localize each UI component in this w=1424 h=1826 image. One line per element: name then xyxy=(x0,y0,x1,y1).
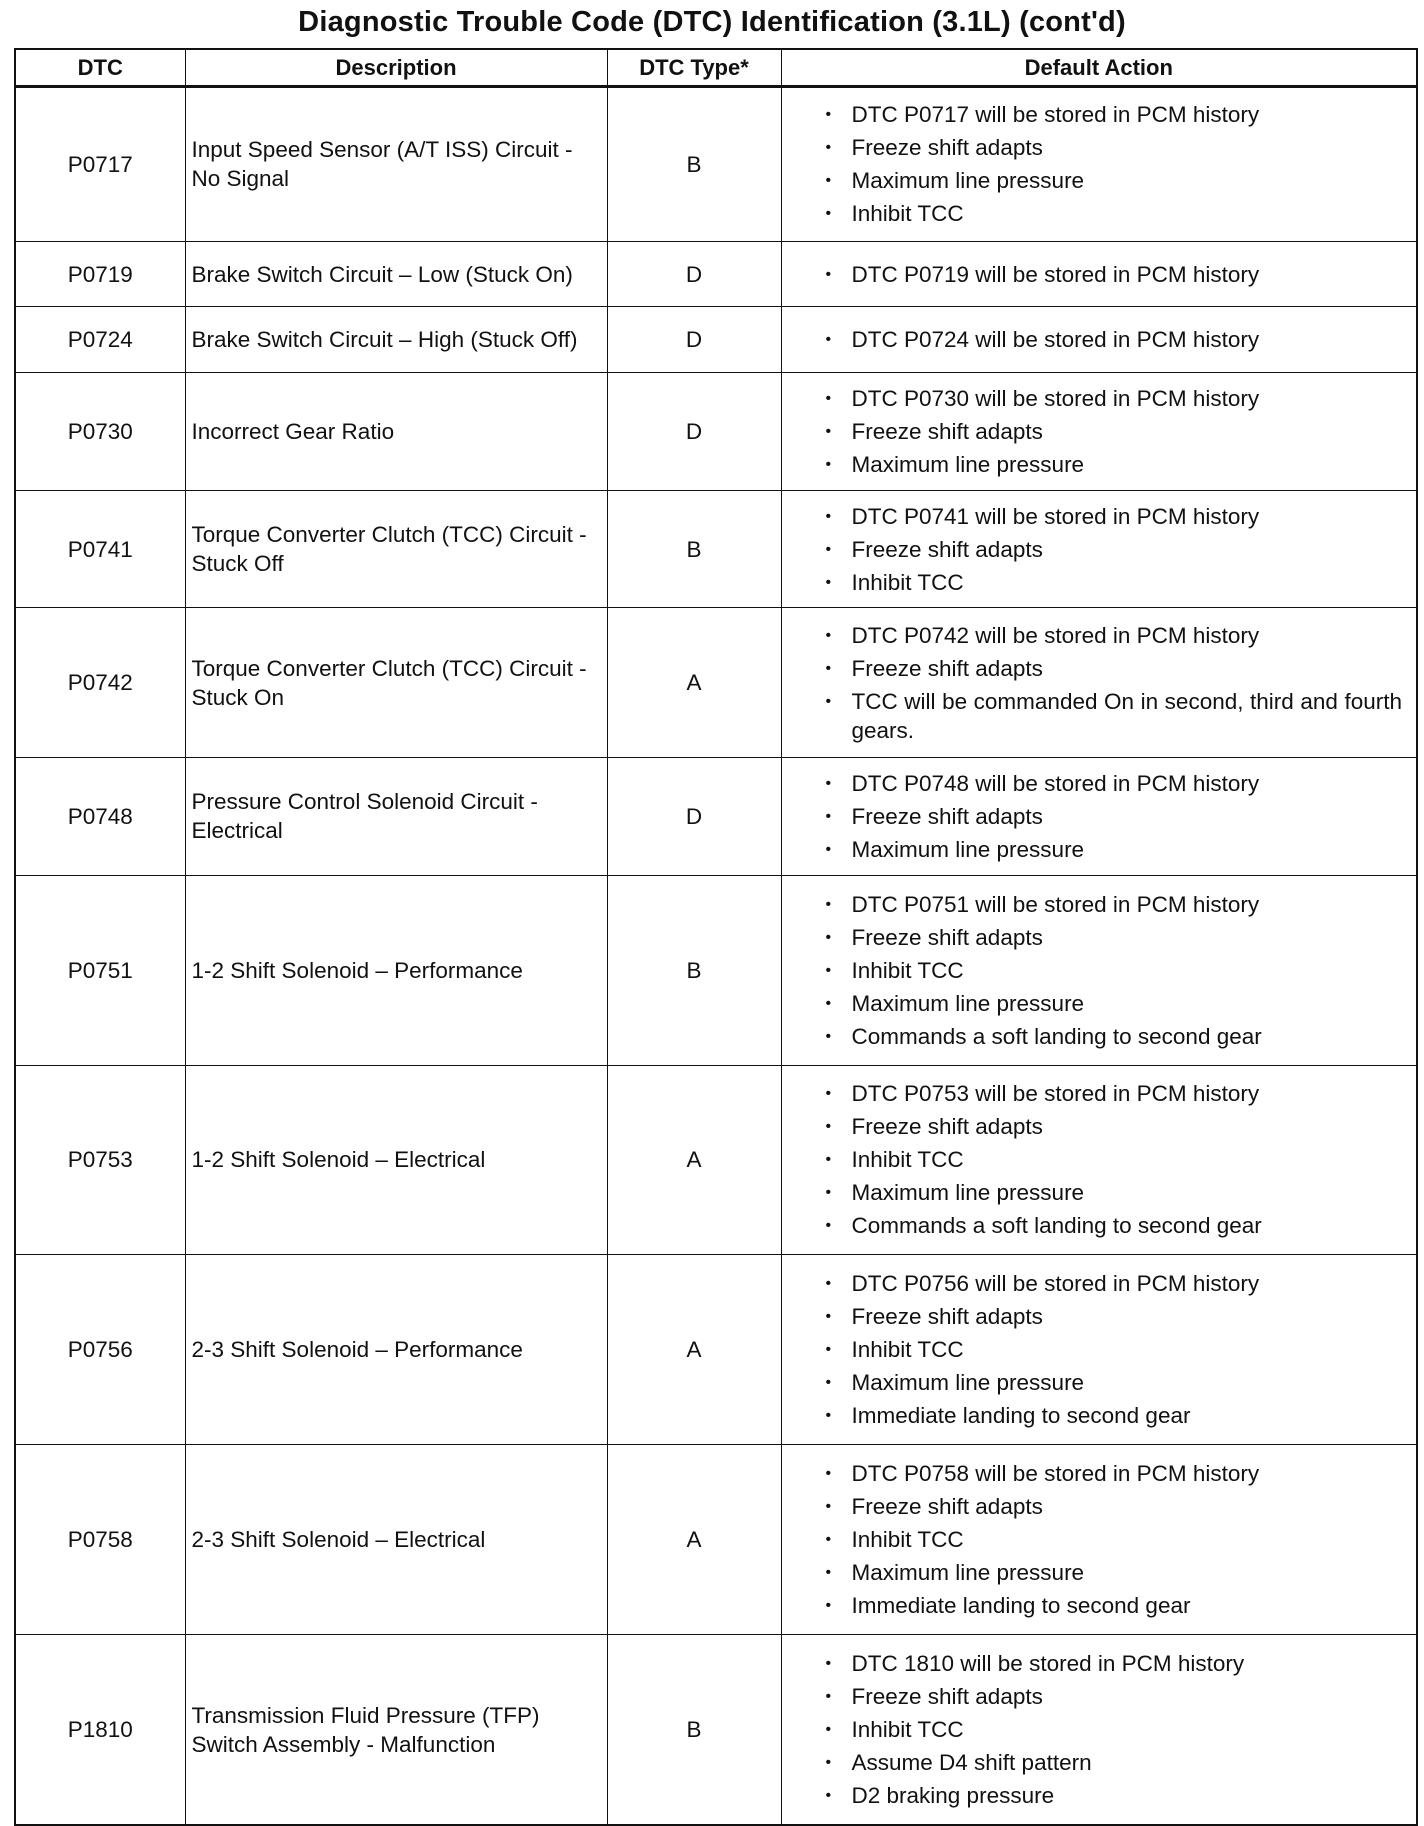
default-action-list xyxy=(782,1269,1403,1430)
dtc-description: Input Speed Sensor (A/T ISS) Circuit - No Signal xyxy=(185,87,607,242)
default-action-cell xyxy=(781,757,1417,875)
default-action-item: • DTC P0753 will be stored in PCM history xyxy=(782,1079,1403,1108)
header-row xyxy=(15,49,1417,87)
default-action-item: • DTC P0724 will be stored in PCM history xyxy=(782,325,1403,354)
dtc-code: P0748 xyxy=(15,757,185,875)
table-row xyxy=(15,241,1417,306)
table-row xyxy=(15,1065,1417,1255)
default-action-item: • Inhibit TCC xyxy=(782,1525,1403,1554)
default-action-item: • Maximum line pressure xyxy=(782,989,1403,1018)
default-action-cell xyxy=(781,490,1417,608)
dtc-code: P0751 xyxy=(15,875,185,1065)
dtc-type: A xyxy=(607,1255,781,1445)
default-action-list xyxy=(782,1079,1403,1240)
default-action-item: • Freeze shift adapts xyxy=(782,802,1403,831)
dtc-description: Brake Switch Circuit – High (Stuck Off) xyxy=(185,307,607,372)
default-action-item: • Freeze shift adapts xyxy=(782,535,1403,564)
default-action-cell xyxy=(781,241,1417,306)
default-action-item: • DTC P0748 will be stored in PCM history xyxy=(782,769,1403,798)
dtc-type: B xyxy=(607,87,781,242)
default-action-item: • Maximum line pressure xyxy=(782,450,1403,479)
dtc-code: P0756 xyxy=(15,1255,185,1445)
dtc-type: B xyxy=(607,1635,781,1825)
default-action-item: • Freeze shift adapts xyxy=(782,1682,1403,1711)
dtc-description: Transmission Fluid Pressure (TFP) Switch Assembly - Malfunction xyxy=(185,1635,607,1825)
column-header-description: Description xyxy=(185,49,607,87)
default-action-list xyxy=(782,260,1403,289)
default-action-item: • DTC P0719 will be stored in PCM history xyxy=(782,260,1403,289)
default-action-item: • Maximum line pressure xyxy=(782,1558,1403,1587)
dtc-code: P0719 xyxy=(15,241,185,306)
default-action-item: • Assume D4 shift pattern xyxy=(782,1748,1403,1777)
column-header-default-action: Default Action xyxy=(781,49,1417,87)
default-action-item: • Maximum line pressure xyxy=(782,835,1403,864)
dtc-code: P0724 xyxy=(15,307,185,372)
default-action-cell xyxy=(781,1635,1417,1825)
dtc-code: P0753 xyxy=(15,1065,185,1255)
table-row xyxy=(15,307,1417,372)
default-action-item: • Freeze shift adapts xyxy=(782,1302,1403,1331)
default-action-item: • DTC P0742 will be stored in PCM history xyxy=(782,621,1403,650)
default-action-cell xyxy=(781,608,1417,757)
dtc-description: Brake Switch Circuit – Low (Stuck On) xyxy=(185,241,607,306)
default-action-list xyxy=(782,502,1403,597)
dtc-code: P0741 xyxy=(15,490,185,608)
default-action-cell xyxy=(781,372,1417,490)
default-action-item: • Inhibit TCC xyxy=(782,1335,1403,1364)
default-action-item: • DTC P0741 will be stored in PCM history xyxy=(782,502,1403,531)
default-action-item: • Inhibit TCC xyxy=(782,1715,1403,1744)
table-row xyxy=(15,87,1417,242)
default-action-item: • Freeze shift adapts xyxy=(782,1112,1403,1141)
dtc-code: P0717 xyxy=(15,87,185,242)
table-row xyxy=(15,1635,1417,1825)
default-action-item: • TCC will be commanded On in second, third and fourth gears. xyxy=(782,687,1403,745)
table-row xyxy=(15,875,1417,1065)
table-header xyxy=(15,49,1417,87)
dtc-type: D xyxy=(607,372,781,490)
default-action-list xyxy=(782,325,1403,354)
table-row xyxy=(15,1445,1417,1635)
default-action-item: • D2 braking pressure xyxy=(782,1781,1403,1810)
dtc-type: D xyxy=(607,307,781,372)
default-action-item: • Freeze shift adapts xyxy=(782,133,1403,162)
default-action-item: • Inhibit TCC xyxy=(782,568,1403,597)
dtc-description: 2-3 Shift Solenoid – Electrical xyxy=(185,1445,607,1635)
default-action-item: • Maximum line pressure xyxy=(782,166,1403,195)
column-header-dtc-type: DTC Type* xyxy=(607,49,781,87)
default-action-item: • Freeze shift adapts xyxy=(782,417,1403,446)
default-action-cell xyxy=(781,875,1417,1065)
default-action-list xyxy=(782,100,1403,228)
table-body xyxy=(15,87,1417,1826)
default-action-cell xyxy=(781,307,1417,372)
dtc-code: P0742 xyxy=(15,608,185,757)
default-action-list xyxy=(782,890,1403,1051)
dtc-description: Torque Converter Clutch (TCC) Circuit - Stuck Off xyxy=(185,490,607,608)
default-action-item: • DTC 1810 will be stored in PCM history xyxy=(782,1649,1403,1678)
dtc-type: D xyxy=(607,241,781,306)
dtc-type: B xyxy=(607,875,781,1065)
dtc-type: B xyxy=(607,490,781,608)
dtc-type: A xyxy=(607,1445,781,1635)
dtc-description: Pressure Control Solenoid Circuit - Electrical xyxy=(185,757,607,875)
default-action-list xyxy=(782,1649,1403,1810)
default-action-item: • Inhibit TCC xyxy=(782,956,1403,985)
default-action-list xyxy=(782,769,1403,864)
default-action-item: • Inhibit TCC xyxy=(782,1145,1403,1174)
table-row xyxy=(15,608,1417,757)
default-action-item: • Immediate landing to second gear xyxy=(782,1401,1403,1430)
default-action-cell xyxy=(781,1445,1417,1635)
dtc-description: Incorrect Gear Ratio xyxy=(185,372,607,490)
default-action-item: • DTC P0756 will be stored in PCM history xyxy=(782,1269,1403,1298)
default-action-item: • DTC P0730 will be stored in PCM history xyxy=(782,384,1403,413)
dtc-type: A xyxy=(607,608,781,757)
default-action-item: • Freeze shift adapts xyxy=(782,1492,1403,1521)
dtc-description: 2-3 Shift Solenoid – Performance xyxy=(185,1255,607,1445)
dtc-description: Torque Converter Clutch (TCC) Circuit - Stuck On xyxy=(185,608,607,757)
table-row xyxy=(15,490,1417,608)
column-header-dtc: DTC xyxy=(15,49,185,87)
default-action-cell xyxy=(781,1065,1417,1255)
default-action-item: • DTC P0751 will be stored in PCM history xyxy=(782,890,1403,919)
default-action-item: • DTC P0717 will be stored in PCM history xyxy=(782,100,1403,129)
default-action-item: • Maximum line pressure xyxy=(782,1368,1403,1397)
dtc-description: 1-2 Shift Solenoid – Performance xyxy=(185,875,607,1065)
default-action-item: • Inhibit TCC xyxy=(782,199,1403,228)
default-action-list xyxy=(782,621,1403,745)
dtc-code: P0758 xyxy=(15,1445,185,1635)
default-action-cell xyxy=(781,87,1417,242)
default-action-list xyxy=(782,1459,1403,1620)
dtc-table xyxy=(14,48,1418,1826)
default-action-item: • Maximum line pressure xyxy=(782,1178,1403,1207)
default-action-item: • Commands a soft landing to second gear xyxy=(782,1211,1403,1240)
dtc-code: P1810 xyxy=(15,1635,185,1825)
dtc-description: 1-2 Shift Solenoid – Electrical xyxy=(185,1065,607,1255)
dtc-type: D xyxy=(607,757,781,875)
default-action-item: • Freeze shift adapts xyxy=(782,923,1403,952)
table-row xyxy=(15,372,1417,490)
default-action-cell xyxy=(781,1255,1417,1445)
default-action-item: • Commands a soft landing to second gear xyxy=(782,1022,1403,1051)
default-action-item: • Immediate landing to second gear xyxy=(782,1591,1403,1620)
default-action-list xyxy=(782,384,1403,479)
page-title: Diagnostic Trouble Code (DTC) Identification (3.1L) (cont'd) xyxy=(298,6,1126,38)
default-action-item: • DTC P0758 will be stored in PCM history xyxy=(782,1459,1403,1488)
default-action-item: • Freeze shift adapts xyxy=(782,654,1403,683)
dtc-type: A xyxy=(607,1065,781,1255)
table-row xyxy=(15,757,1417,875)
table-row xyxy=(15,1255,1417,1445)
dtc-code: P0730 xyxy=(15,372,185,490)
